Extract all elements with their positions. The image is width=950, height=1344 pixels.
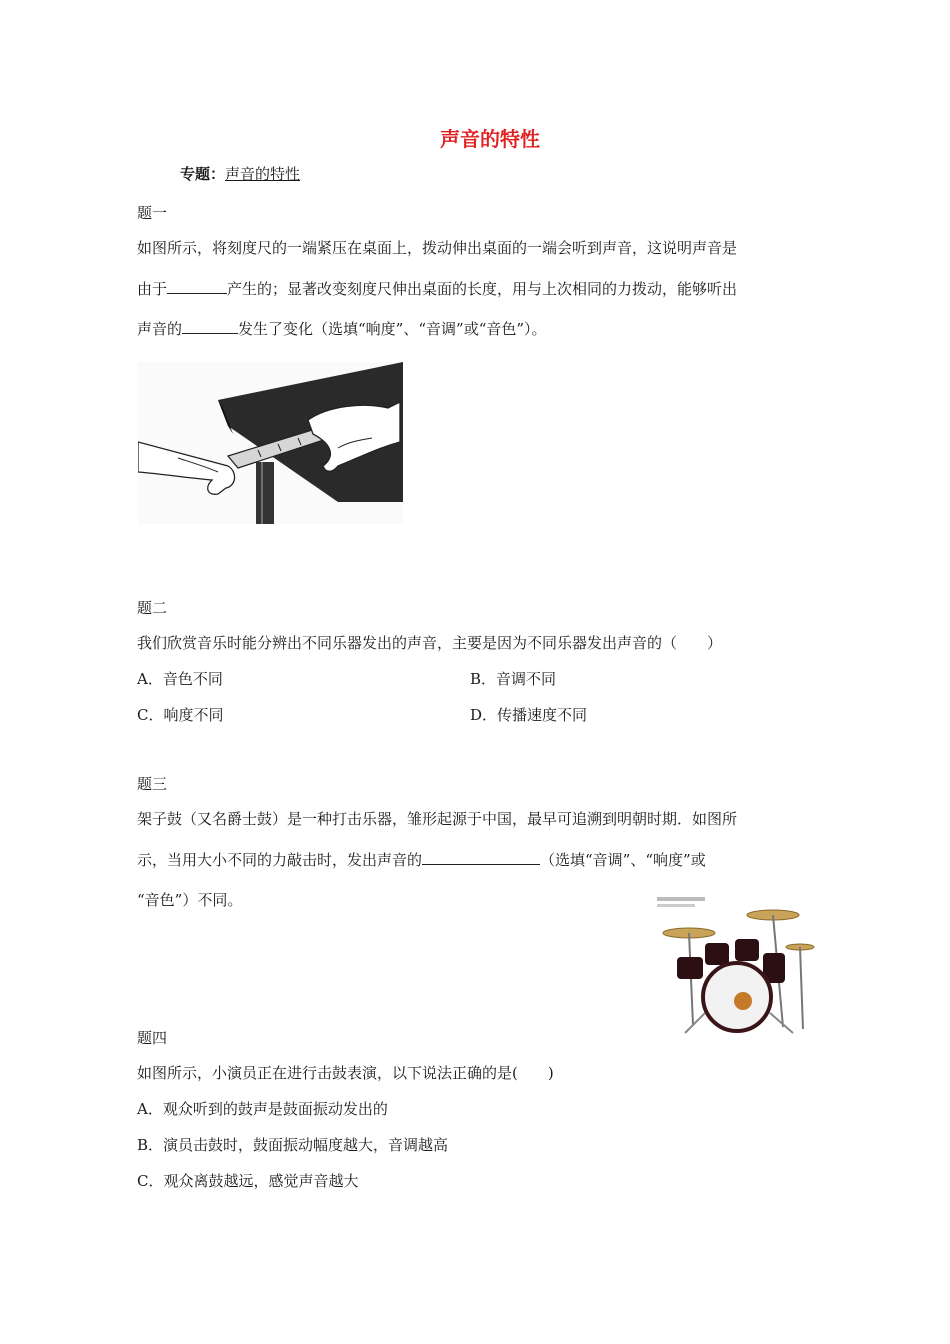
q4-option-a[interactable]: A．观众听到的鼓声是鼓面振动发出的 xyxy=(137,1100,388,1118)
q1-line3-a: 声音的 xyxy=(137,320,183,338)
q1-blank-1[interactable] xyxy=(167,279,227,294)
q1-line3 xyxy=(137,318,547,339)
q1-heading: 题一 xyxy=(137,204,168,222)
topic-label: 专题： xyxy=(180,165,226,183)
q4-option-b[interactable]: B．演员击鼓时，鼓面振动幅度越大，音调越高 xyxy=(137,1136,449,1154)
q4-heading: 题四 xyxy=(137,1029,168,1047)
topic-value: 声音的特性 xyxy=(225,165,301,183)
q3-line3: “音色”）不同。 xyxy=(137,891,243,909)
q2-heading: 题二 xyxy=(137,599,168,617)
ruler-on-table-illustration xyxy=(138,362,403,524)
topic-line xyxy=(180,163,300,184)
q4-stem: 如图所示，小演员正在进行击鼓表演，以下说法正确的是( ) xyxy=(137,1064,554,1082)
q3-line2-a: 示，当用大小不同的力敲击时，发出声音的 xyxy=(137,851,423,869)
q2-stem: 我们欣赏音乐时能分辨出不同乐器发出的声音，主要是因为不同乐器发出声音的（ ） xyxy=(137,634,723,652)
q1-line3-b: 发生了变化（选填“响度”、“音调”或“音色”）。 xyxy=(238,320,547,338)
q1-blank-2[interactable] xyxy=(182,319,238,334)
q1-line1: 如图所示，将刻度尺的一端紧压在桌面上，拨动伸出桌面的一端会听到声音，这说明声音是 xyxy=(137,239,738,257)
q3-blank[interactable] xyxy=(422,850,540,865)
page-title: 声音的特性 xyxy=(440,127,540,151)
q3-line2-b: （选填“音调”、“响度”或 xyxy=(540,851,706,869)
q4-option-c[interactable]: C．观众离鼓越远，感觉声音越大 xyxy=(137,1172,359,1190)
q2-option-b[interactable]: B．音调不同 xyxy=(470,670,557,688)
q2-option-a[interactable]: A．音色不同 xyxy=(137,670,223,688)
q1-line2-a: 由于 xyxy=(137,280,168,298)
q2-option-c[interactable]: C．响度不同 xyxy=(137,706,224,724)
q1-line2-b: 产生的；显著改变刻度尺伸出桌面的长度，用与上次相同的力拨动，能够听出 xyxy=(227,280,738,298)
q1-line2 xyxy=(137,278,737,299)
q3-line2 xyxy=(137,849,706,870)
q2-option-d[interactable]: D．传播速度不同 xyxy=(470,706,588,724)
q3-line1: 架子鼓（又名爵士鼓）是一种打击乐器，雏形起源于中国，最早可追溯到明朝时期．如图所 xyxy=(137,810,738,828)
drum-kit-photo xyxy=(655,895,815,1035)
q3-heading: 题三 xyxy=(137,775,168,793)
